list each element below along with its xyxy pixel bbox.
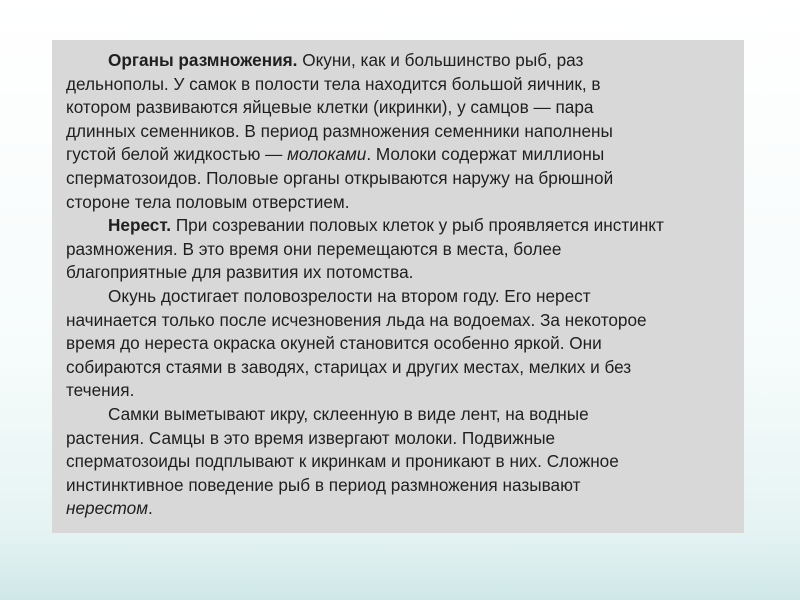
text-line: инстинктивное поведение рыб в период размножения называют xyxy=(66,474,581,495)
text-line: густой белой жидкостью — молоками. Молоки содержат миллионы xyxy=(66,144,605,165)
paragraph-spawning xyxy=(66,214,730,285)
text-line: дельнополы. У самок в полости тела находится большой яичник, в xyxy=(66,73,601,94)
paragraph-reproductive-organs xyxy=(66,49,730,214)
paragraph-egg-laying xyxy=(66,403,730,521)
text-line: сперматозоидов. Половые органы открываются наружу на брюшной xyxy=(66,167,614,188)
text-panel xyxy=(52,40,744,533)
text-line: течения. xyxy=(66,380,135,401)
text-line: собираются стаями в заводях, старицах и других местах, мелких и без xyxy=(66,356,632,377)
text-line: время до нереста окраска окуней становится особенно яркой. Они xyxy=(66,333,602,354)
text-line: длинных семенников. В период размножения семенники наполнены xyxy=(66,120,613,141)
text-line: начинается только после исчезновения льда на водоемах. За некоторое xyxy=(66,309,647,330)
text-line: стороне тела половым отверстием. xyxy=(66,191,350,212)
text-line: Нерест. При созревании половых клеток у рыб проявляется инстинкт xyxy=(108,215,664,236)
text-line: Органы размножения. Окуни, как и большинство рыб, раз xyxy=(108,50,584,70)
text-line: размножения. В это время они перемещаются в места, более xyxy=(66,238,562,259)
text-line: Самки выметывают икру, склеенную в виде лент, на водные xyxy=(108,403,589,424)
heading-reproductive-organs: Органы размножения. xyxy=(108,50,298,70)
text-line: сперматозоиды подплывают к икринкам и проникают в них. Сложное xyxy=(66,451,619,472)
term-spawning: нерестом xyxy=(66,498,149,519)
term-milt: молоками xyxy=(287,144,367,165)
text-line: Окунь достигает половозрелости на втором году. Его нерест xyxy=(108,285,591,306)
text-line: растения. Самцы в это время извергают молоки. Подвижные xyxy=(66,427,556,448)
text-line: нерестом. xyxy=(66,498,153,519)
text-line: котором развиваются яйцевые клетки (икринки), у самцов — пара xyxy=(66,97,594,118)
paragraph-maturity xyxy=(66,285,730,403)
text-line: благоприятные для развития их потомства. xyxy=(66,262,414,283)
heading-spawning: Нерест. xyxy=(108,215,172,236)
